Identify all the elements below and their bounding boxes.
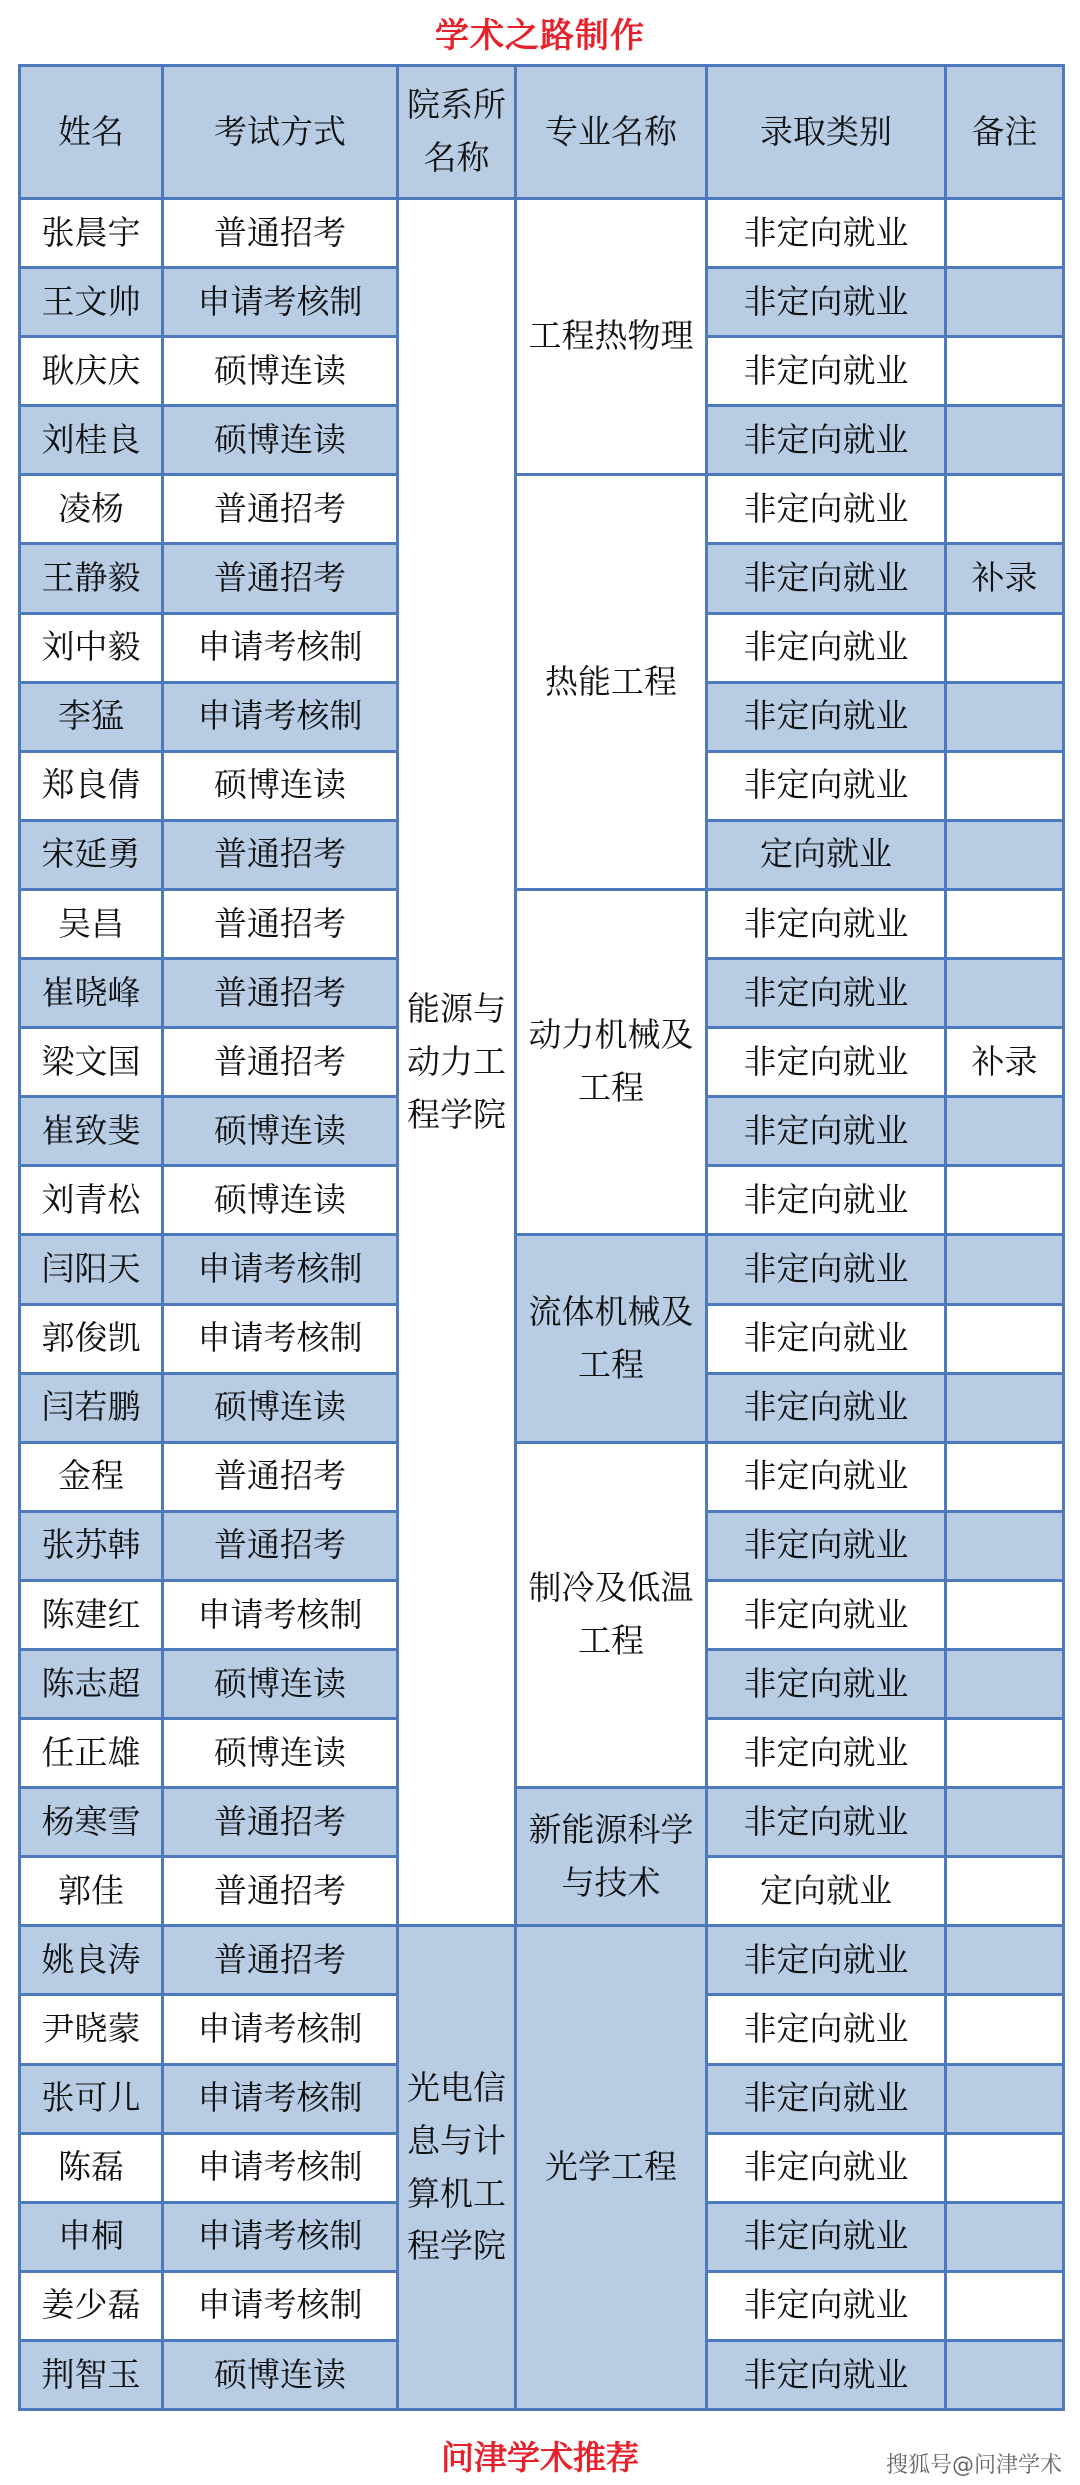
cell-note: [946, 2064, 1064, 2133]
cell-name: 姚良涛: [20, 1926, 163, 1995]
cell-school-line: 程学院: [407, 2226, 506, 2266]
table-row: [20, 199, 1064, 268]
cell-major: [516, 1788, 707, 1926]
cell-major-line: 热能工程: [545, 661, 677, 701]
cell-category: 非定向就业: [707, 406, 946, 475]
cell-note: 补录: [946, 1028, 1064, 1097]
cell-note: [946, 820, 1064, 889]
cell-note: [946, 2340, 1064, 2409]
cell-school-text: [407, 983, 506, 1141]
cell-note: [946, 1926, 1064, 1995]
cell-category: 非定向就业: [707, 2064, 946, 2133]
cell-category: 非定向就业: [707, 1235, 946, 1304]
cell-category: 非定向就业: [707, 199, 946, 268]
cell-name: 闫若鹏: [20, 1373, 163, 1442]
table-row: [20, 475, 1064, 544]
cell-major-line: 动力机械及: [528, 1015, 694, 1055]
cell-name: 陈磊: [20, 2133, 163, 2202]
cell-name: 崔晓峰: [20, 959, 163, 1028]
col-header-category: 录取类别: [707, 66, 946, 199]
cell-major-line: 制冷及低温: [528, 1568, 694, 1608]
cell-school-line: 能源与: [407, 988, 506, 1028]
cell-major-line: 新能源科学: [528, 1809, 694, 1849]
cell-category: 非定向就业: [707, 1788, 946, 1857]
cell-category: 非定向就业: [707, 2271, 946, 2340]
cell-name: 荆智玉: [20, 2340, 163, 2409]
cell-school-line: 算机工: [407, 2173, 506, 2213]
cell-category: 非定向就业: [707, 2133, 946, 2202]
footer-title: 问津学术推荐: [441, 2438, 639, 2477]
cell-method: 申请考核制: [163, 2271, 398, 2340]
watermark: 搜狐号@问津学术: [885, 2453, 1062, 2478]
header-row: [20, 66, 1064, 199]
cell-name: 张苏韩: [20, 1511, 163, 1580]
cell-major-text: [529, 1804, 694, 1910]
cell-method: 普通招考: [163, 1511, 398, 1580]
table-row: [20, 1442, 1064, 1511]
cell-note: [946, 751, 1064, 820]
cell-major: [516, 199, 707, 475]
cell-category: 非定向就业: [707, 1028, 946, 1097]
cell-note: [946, 1719, 1064, 1788]
cell-note: [946, 2271, 1064, 2340]
cell-school-line: 光电信: [407, 2068, 506, 2108]
cell-method: 普通招考: [163, 1926, 398, 1995]
table-row: [20, 1235, 1064, 1304]
cell-method: 申请考核制: [163, 268, 398, 337]
cell-name: 任正雄: [20, 1719, 163, 1788]
cell-category: 非定向就业: [707, 889, 946, 958]
cell-category: 非定向就业: [707, 1926, 946, 1995]
cell-category: 非定向就业: [707, 1373, 946, 1442]
cell-method: 申请考核制: [163, 1580, 398, 1649]
cell-name: 姜少磊: [20, 2271, 163, 2340]
cell-category: 非定向就业: [707, 682, 946, 751]
cell-method: 普通招考: [163, 889, 398, 958]
cell-name: 凌杨: [20, 475, 163, 544]
cell-note: [946, 1304, 1064, 1373]
cell-name: 杨寒雪: [20, 1788, 163, 1857]
table-row: [20, 889, 1064, 958]
cell-note: [946, 1857, 1064, 1926]
cell-major-line: 工程: [578, 1344, 644, 1384]
cell-name: 陈志超: [20, 1649, 163, 1718]
cell-category: 定向就业: [707, 820, 946, 889]
cell-note: [946, 2202, 1064, 2271]
col-header-major: 专业名称: [516, 66, 707, 199]
cell-note: [946, 1788, 1064, 1857]
cell-category: 非定向就业: [707, 751, 946, 820]
cell-note: [946, 268, 1064, 337]
cell-method: 申请考核制: [163, 613, 398, 682]
cell-major-text: [529, 1286, 694, 1392]
cell-method: 硕博连读: [163, 751, 398, 820]
cell-major: [516, 475, 707, 890]
cell-method: 普通招考: [163, 820, 398, 889]
cell-school: [398, 199, 516, 1926]
cell-name: 陈建红: [20, 1580, 163, 1649]
cell-category: 非定向就业: [707, 1097, 946, 1166]
cell-category: 非定向就业: [707, 1995, 946, 2064]
cell-category: 非定向就业: [707, 959, 946, 1028]
cell-note: [946, 1373, 1064, 1442]
cell-major-line: 光学工程: [545, 2147, 677, 2187]
cell-method: 申请考核制: [163, 2133, 398, 2202]
cell-name: 梁文国: [20, 1028, 163, 1097]
cell-category: 非定向就业: [707, 544, 946, 613]
col-header-school: [398, 66, 516, 199]
col-header-note: 备注: [946, 66, 1064, 199]
admission-table: [18, 64, 1065, 2411]
cell-name: 尹晓蒙: [20, 1995, 163, 2064]
col-header-school-line2: 名称: [423, 138, 490, 177]
cell-major: [516, 1235, 707, 1442]
cell-method: 申请考核制: [163, 682, 398, 751]
cell-method: 硕博连读: [163, 1166, 398, 1235]
cell-note: [946, 1511, 1064, 1580]
cell-note: [946, 337, 1064, 406]
cell-category: 定向就业: [707, 1857, 946, 1926]
page-title: 学术之路制作: [435, 16, 645, 56]
cell-method: 普通招考: [163, 1028, 398, 1097]
cell-name: 郭俊凯: [20, 1304, 163, 1373]
cell-name: 李猛: [20, 682, 163, 751]
cell-method: 硕博连读: [163, 1373, 398, 1442]
cell-category: 非定向就业: [707, 2202, 946, 2271]
cell-note: [946, 682, 1064, 751]
cell-note: [946, 1442, 1064, 1511]
cell-major-text: [545, 656, 677, 709]
cell-major-line: 与技术: [561, 1862, 661, 1902]
cell-note: [946, 889, 1064, 958]
cell-name: 郑良倩: [20, 751, 163, 820]
cell-major-line: 工程热物理: [528, 316, 694, 356]
cell-major-text: [529, 1562, 694, 1668]
cell-name: 刘中毅: [20, 613, 163, 682]
cell-name: 申桐: [20, 2202, 163, 2271]
cell-method: 申请考核制: [163, 1304, 398, 1373]
cell-school-line: 息与计: [407, 2120, 506, 2160]
cell-method: 申请考核制: [163, 1995, 398, 2064]
cell-name: 刘桂良: [20, 406, 163, 475]
cell-method: 普通招考: [163, 1788, 398, 1857]
cell-category: 非定向就业: [707, 475, 946, 544]
col-header-method: 考试方式: [163, 66, 398, 199]
cell-name: 王文帅: [20, 268, 163, 337]
cell-major-text: [529, 310, 694, 363]
cell-school-line: 程学院: [407, 1094, 506, 1134]
cell-category: 非定向就业: [707, 1442, 946, 1511]
cell-note: [946, 1097, 1064, 1166]
cell-method: 普通招考: [163, 959, 398, 1028]
table-body: [20, 199, 1064, 2410]
cell-note: [946, 475, 1064, 544]
cell-name: 崔致斐: [20, 1097, 163, 1166]
cell-method: 硕博连读: [163, 1097, 398, 1166]
cell-method: 申请考核制: [163, 2064, 398, 2133]
cell-major-line: 工程: [578, 1068, 644, 1108]
cell-name: 吴昌: [20, 889, 163, 958]
cell-major-line: 工程: [578, 1620, 644, 1660]
cell-method: 硕博连读: [163, 2340, 398, 2409]
cell-school: [398, 1926, 516, 2410]
cell-school-line: 动力工: [407, 1041, 506, 1081]
cell-name: 郭佳: [20, 1857, 163, 1926]
cell-method: 硕博连读: [163, 1719, 398, 1788]
table-row: [20, 1788, 1064, 1857]
cell-method: 申请考核制: [163, 1235, 398, 1304]
cell-category: 非定向就业: [707, 337, 946, 406]
cell-method: 普通招考: [163, 544, 398, 613]
cell-method: 普通招考: [163, 1442, 398, 1511]
col-header-school-line1: 院系所: [407, 85, 506, 125]
cell-category: 非定向就业: [707, 1166, 946, 1235]
cell-note: [946, 613, 1064, 682]
cell-name: 闫阳天: [20, 1235, 163, 1304]
cell-name: 耿庆庆: [20, 337, 163, 406]
cell-method: 普通招考: [163, 475, 398, 544]
cell-note: [946, 406, 1064, 475]
cell-school-text: [407, 2062, 506, 2273]
cell-category: 非定向就业: [707, 1580, 946, 1649]
cell-category: 非定向就业: [707, 1719, 946, 1788]
cell-major-text: [529, 1009, 694, 1115]
cell-note: [946, 1166, 1064, 1235]
cell-name: 王静毅: [20, 544, 163, 613]
cell-note: [946, 1649, 1064, 1718]
cell-category: 非定向就业: [707, 613, 946, 682]
cell-method: 普通招考: [163, 199, 398, 268]
cell-name: 金程: [20, 1442, 163, 1511]
cell-category: 非定向就业: [707, 1511, 946, 1580]
cell-name: 刘青松: [20, 1166, 163, 1235]
cell-note: [946, 2133, 1064, 2202]
cell-name: 宋延勇: [20, 820, 163, 889]
cell-method: 申请考核制: [163, 2202, 398, 2271]
cell-category: 非定向就业: [707, 2340, 946, 2409]
cell-method: 硕博连读: [163, 1649, 398, 1718]
cell-note: 补录: [946, 544, 1064, 613]
cell-major: [516, 1442, 707, 1787]
cell-category: 非定向就业: [707, 268, 946, 337]
cell-major-text: [545, 2141, 677, 2194]
table-row: [20, 1926, 1064, 1995]
cell-name: 张可儿: [20, 2064, 163, 2133]
col-header-name: 姓名: [20, 66, 163, 199]
cell-major-line: 流体机械及: [528, 1291, 694, 1331]
cell-method: 普通招考: [163, 1857, 398, 1926]
cell-name: 张晨宇: [20, 199, 163, 268]
cell-method: 硕博连读: [163, 406, 398, 475]
cell-major: [516, 889, 707, 1234]
cell-note: [946, 1580, 1064, 1649]
cell-method: 硕博连读: [163, 337, 398, 406]
cell-category: 非定向就业: [707, 1304, 946, 1373]
cell-note: [946, 1235, 1064, 1304]
cell-note: [946, 1995, 1064, 2064]
cell-major: [516, 1926, 707, 2410]
cell-note: [946, 959, 1064, 1028]
cell-note: [946, 199, 1064, 268]
cell-category: 非定向就业: [707, 1649, 946, 1718]
